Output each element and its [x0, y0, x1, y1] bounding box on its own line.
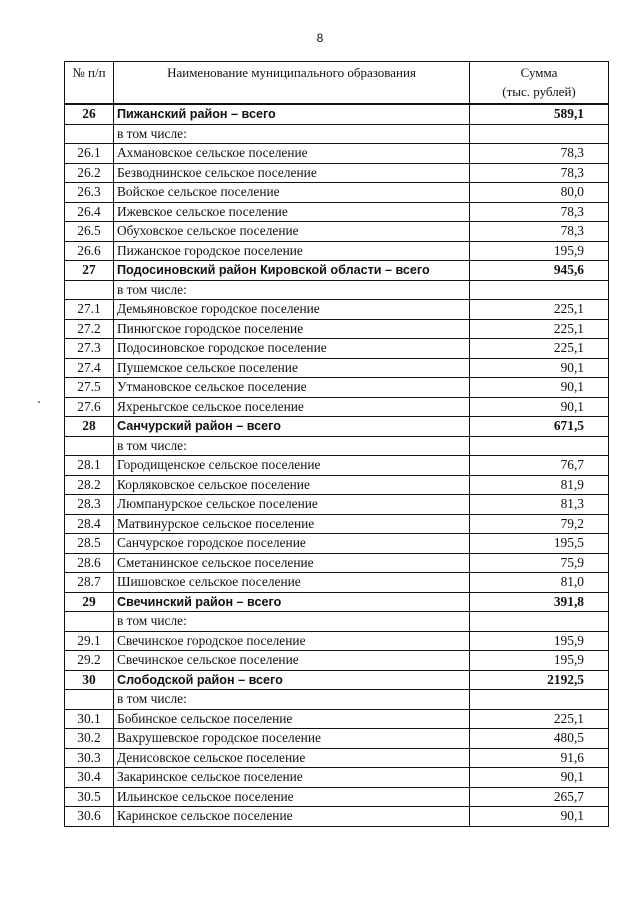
row-sum: 671,5	[470, 417, 609, 437]
row-sum: 90,1	[470, 397, 609, 417]
district-row	[65, 670, 609, 690]
row-name: Шишовское сельское поселение	[114, 573, 470, 593]
row-name: Вахрушевское городское поселение	[114, 729, 470, 749]
row-name: Яхреньгское сельское поселение	[114, 397, 470, 417]
row-sum	[470, 124, 609, 144]
row-sum: 90,1	[470, 378, 609, 398]
table-body	[65, 104, 609, 826]
row-name: Слободской район – всего	[114, 670, 470, 690]
row-sum: 78,3	[470, 222, 609, 242]
row-name: Санчурское городское поселение	[114, 534, 470, 554]
row-number: 26.6	[65, 241, 114, 261]
row-name: Ижевское сельское поселение	[114, 202, 470, 222]
row-sum	[470, 690, 609, 710]
row-number: 28.2	[65, 475, 114, 495]
row-name: Пинюгское городское поселение	[114, 319, 470, 339]
table-row	[65, 651, 609, 671]
row-sum	[470, 436, 609, 456]
row-number: 30	[65, 670, 114, 690]
table-row	[65, 319, 609, 339]
row-number: 30.2	[65, 729, 114, 749]
row-name: Городищенское сельское поселение	[114, 456, 470, 476]
row-name: Пушемское сельское поселение	[114, 358, 470, 378]
table-row	[65, 202, 609, 222]
row-number: 28	[65, 417, 114, 437]
row-sum: 195,9	[470, 631, 609, 651]
row-sum: 78,3	[470, 202, 609, 222]
header-number: № п/п	[65, 62, 114, 105]
row-sum: 589,1	[470, 104, 609, 124]
row-sum: 265,7	[470, 787, 609, 807]
row-sum: 195,9	[470, 241, 609, 261]
row-sum: 391,8	[470, 592, 609, 612]
row-sum: 225,1	[470, 300, 609, 320]
row-name: в том числе:	[114, 436, 470, 456]
row-sum: 81,0	[470, 573, 609, 593]
row-number: 27.5	[65, 378, 114, 398]
row-number: 27.2	[65, 319, 114, 339]
table-row	[65, 768, 609, 788]
table-row	[65, 514, 609, 534]
row-sum: 195,5	[470, 534, 609, 554]
row-name: Денисовское сельское поселение	[114, 748, 470, 768]
row-number: 30.4	[65, 768, 114, 788]
header-row	[65, 62, 609, 105]
row-sum: 76,7	[470, 456, 609, 476]
header-sum-label: Сумма	[520, 65, 558, 80]
row-name: Демьяновское городское поселение	[114, 300, 470, 320]
row-name: Матвинурское сельское поселение	[114, 514, 470, 534]
header-sum-unit: (тыс. рублей)	[502, 84, 576, 99]
row-name: в том числе:	[114, 612, 470, 632]
budget-table	[64, 61, 609, 827]
table-row	[65, 397, 609, 417]
table-row	[65, 475, 609, 495]
row-name: Пижанский район – всего	[114, 104, 470, 124]
row-number: 28.5	[65, 534, 114, 554]
row-number: 27.4	[65, 358, 114, 378]
table-row	[65, 241, 609, 261]
row-number: 27.3	[65, 339, 114, 359]
row-sum: 225,1	[470, 339, 609, 359]
row-number: 29.2	[65, 651, 114, 671]
row-number	[65, 436, 114, 456]
row-number	[65, 124, 114, 144]
table-row	[65, 378, 609, 398]
row-number	[65, 690, 114, 710]
row-number: 26.3	[65, 183, 114, 203]
district-row	[65, 417, 609, 437]
row-number: 28.3	[65, 495, 114, 515]
table-row	[65, 339, 609, 359]
row-number: 30.1	[65, 709, 114, 729]
row-name: Свечинский район – всего	[114, 592, 470, 612]
table-row	[65, 748, 609, 768]
row-sum: 81,3	[470, 495, 609, 515]
row-sum: 78,3	[470, 163, 609, 183]
table-row	[65, 163, 609, 183]
header-sum	[470, 62, 609, 105]
table-row	[65, 534, 609, 554]
row-number: 30.5	[65, 787, 114, 807]
row-sum: 2192,5	[470, 670, 609, 690]
table-row	[65, 183, 609, 203]
row-name: Утмановское сельское поселение	[114, 378, 470, 398]
row-sum: 225,1	[470, 709, 609, 729]
row-number: 26.2	[65, 163, 114, 183]
row-sum	[470, 280, 609, 300]
row-sum: 75,9	[470, 553, 609, 573]
row-name: Сметанинское сельское поселение	[114, 553, 470, 573]
row-number	[65, 612, 114, 632]
row-sum: 79,2	[470, 514, 609, 534]
row-number: 28.4	[65, 514, 114, 534]
row-name: Каринское сельское поселение	[114, 807, 470, 827]
row-sum: 91,6	[470, 748, 609, 768]
row-name: Свечинское городское поселение	[114, 631, 470, 651]
row-number: 26	[65, 104, 114, 124]
row-number: 26.1	[65, 144, 114, 164]
row-number: 28.1	[65, 456, 114, 476]
row-number: 29	[65, 592, 114, 612]
table-row	[65, 300, 609, 320]
row-number: 28.7	[65, 573, 114, 593]
table-row	[65, 144, 609, 164]
row-sum: 90,1	[470, 807, 609, 827]
row-name: Санчурский район – всего	[114, 417, 470, 437]
row-sum: 81,9	[470, 475, 609, 495]
row-name: Пижанское городское поселение	[114, 241, 470, 261]
table-row	[65, 709, 609, 729]
row-name: Подосиновское городское поселение	[114, 339, 470, 359]
table-row	[65, 358, 609, 378]
row-name: в том числе:	[114, 690, 470, 710]
subheader-row	[65, 280, 609, 300]
subheader-row	[65, 436, 609, 456]
table-row	[65, 729, 609, 749]
subheader-row	[65, 124, 609, 144]
row-number: 30.6	[65, 807, 114, 827]
row-name: Бобинское сельское поселение	[114, 709, 470, 729]
row-sum: 195,9	[470, 651, 609, 671]
table-row	[65, 787, 609, 807]
row-name: Ахмановское сельское поселение	[114, 144, 470, 164]
row-number: 26.4	[65, 202, 114, 222]
table-row	[65, 631, 609, 651]
row-number: 28.6	[65, 553, 114, 573]
table-row	[65, 553, 609, 573]
row-sum: 225,1	[470, 319, 609, 339]
table-row	[65, 456, 609, 476]
row-sum: 90,1	[470, 358, 609, 378]
subheader-row	[65, 612, 609, 632]
table-row	[65, 573, 609, 593]
row-name: Свечинское сельское поселение	[114, 651, 470, 671]
header-name: Наименование муниципального образования	[114, 62, 470, 105]
district-row	[65, 592, 609, 612]
row-number: 27.6	[65, 397, 114, 417]
table-row	[65, 807, 609, 827]
row-name: Подосиновский район Кировской области – всего	[114, 261, 470, 281]
row-number: 26.5	[65, 222, 114, 242]
district-row	[65, 104, 609, 124]
row-name: Закаринское сельское поселение	[114, 768, 470, 788]
subheader-row	[65, 690, 609, 710]
row-number: 29.1	[65, 631, 114, 651]
row-number: 30.3	[65, 748, 114, 768]
row-number	[65, 280, 114, 300]
row-name: Обуховское сельское поселение	[114, 222, 470, 242]
row-name: Корляковское сельское поселение	[114, 475, 470, 495]
row-name: в том числе:	[114, 280, 470, 300]
row-name: Войское сельское поселение	[114, 183, 470, 203]
row-name: Ильинское сельское поселение	[114, 787, 470, 807]
district-row	[65, 261, 609, 281]
table-row	[65, 495, 609, 515]
row-name: в том числе:	[114, 124, 470, 144]
row-sum: 80,0	[470, 183, 609, 203]
page-number: 8	[316, 31, 324, 45]
table-row	[65, 222, 609, 242]
row-sum: 945,6	[470, 261, 609, 281]
row-sum: 480,5	[470, 729, 609, 749]
row-name: Люмпанурское сельское поселение	[114, 495, 470, 515]
row-sum	[470, 612, 609, 632]
row-sum: 78,3	[470, 144, 609, 164]
row-sum: 90,1	[470, 768, 609, 788]
row-number: 27	[65, 261, 114, 281]
row-number: 27.1	[65, 300, 114, 320]
row-name: Безводнинское сельское поселение	[114, 163, 470, 183]
table-header	[65, 62, 609, 105]
margin-dot	[38, 401, 40, 403]
